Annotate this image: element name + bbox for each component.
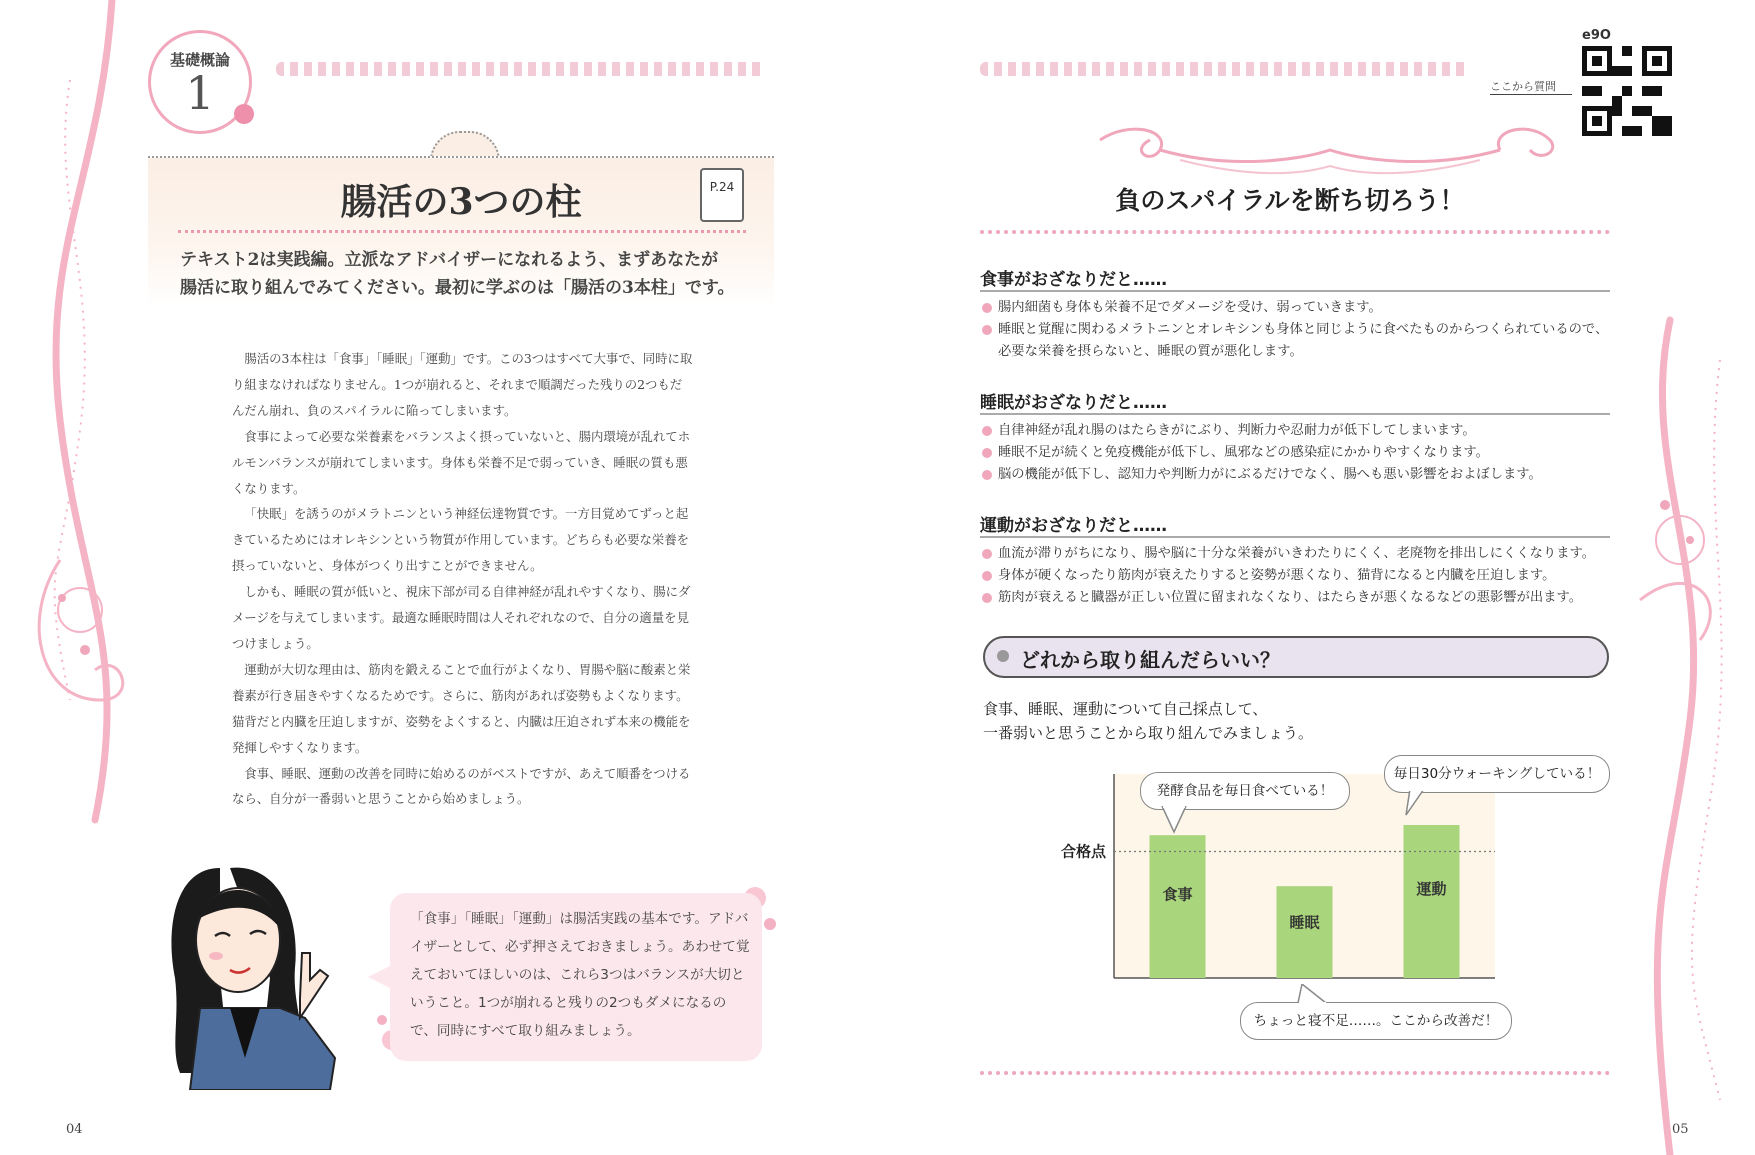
body-paragraph: 食事、睡眠、運動の改善を同時に始めるのがベストですが、あえて順番をつけるなら、自分が一番弱いと思うことから始めましょう。 bbox=[232, 765, 691, 807]
qr-code-label: e9O bbox=[1582, 28, 1611, 43]
header-ornament-left bbox=[276, 62, 764, 76]
badge-dot bbox=[234, 104, 254, 124]
bottom-divider-right bbox=[980, 1071, 1610, 1075]
chart-bar-label: 食事 bbox=[1162, 885, 1193, 904]
body-paragraph: 「快眠」を誘うのがメラトニンという神経伝達物質です。一方目覚めてずっと起きているためにはオレキシンという物質が作用しています。どちらも必要な栄養を摂っていないと、身体がつくり出すことができません。 bbox=[232, 506, 690, 574]
chart-pass-line-label: 合格点 bbox=[1060, 842, 1106, 861]
body-text bbox=[232, 346, 694, 812]
chapter-badge-label: 基礎概論 bbox=[169, 51, 230, 69]
intro-line: 一番弱いと思うことから取り組んでみましょう。 bbox=[983, 724, 1314, 742]
page-number-right: 05 bbox=[1672, 1122, 1689, 1137]
lead-text bbox=[180, 246, 750, 302]
header-ornament-right bbox=[980, 62, 1470, 76]
section-divider bbox=[980, 290, 1610, 292]
list-item: 身体が硬くなったり筋肉が衰えたりすると姿勢が悪くなり、猫背になると内臓を圧迫します。 bbox=[980, 565, 1620, 587]
advisor-speech-tail bbox=[368, 965, 392, 989]
section-heading-food: 食事がおざなりだと…… bbox=[980, 270, 1167, 290]
bubble-food: 発酵食品を毎日食べている！ bbox=[1140, 772, 1350, 810]
chapter-badge-number: 1 bbox=[185, 66, 215, 120]
advisor-illustration bbox=[160, 858, 360, 1090]
chart-bar bbox=[1277, 886, 1333, 978]
bubble-sleep-tail bbox=[1296, 984, 1336, 1004]
page-title: 腸活の3つの柱 bbox=[340, 181, 582, 223]
question-link-underline bbox=[1490, 94, 1572, 95]
section-title: 負のスパイラルを断ち切ろう！ bbox=[1115, 186, 1465, 215]
list-item: 血流が滞りがちになり、腸や脳に十分な栄養がいきわたりにくく、老廃物を排出しにくくなります。 bbox=[980, 543, 1620, 565]
section-divider bbox=[980, 413, 1610, 415]
bullet-dot-icon bbox=[997, 650, 1009, 662]
list-item: 腸内細菌も身体も栄養不足でダメージを受け、弱っていきます。 bbox=[980, 297, 1620, 319]
question-heading: どれから取り組んだらいい？ bbox=[1020, 648, 1280, 672]
page-number-left: 04 bbox=[66, 1122, 83, 1137]
list-item: 脳の機能が低下し、認知力や判断力がにぶるだけでなく、腸へも悪い影響をおよぼします。 bbox=[980, 464, 1620, 486]
lead-line: テキスト2は実践編。立派なアドバイザーになれるよう、まずあなたが bbox=[180, 250, 719, 270]
bubble-exercise: 毎日30分ウォーキングしている！ bbox=[1384, 755, 1610, 793]
chart-bar bbox=[1150, 835, 1206, 978]
list-item: 睡眠不足が続くと免疫機能が低下し、風邪などの感染症にかかりやすくなります。 bbox=[980, 442, 1620, 464]
body-paragraph: しかも、睡眠の質が低いと、視床下部が司る自律神経が乱れやすくなり、腸にダメージを与えてしまいます。最適な睡眠時間は人それぞれなので、自分の適量を見つけましょう。 bbox=[232, 584, 691, 651]
section-list-food bbox=[980, 297, 1620, 363]
reference-page-icon: P.24 bbox=[700, 168, 744, 222]
body-paragraph: 運動が大切な理由は、筋肉を鍛えることで血行がよくなり、胃腸や脳に酸素と栄養素が行き届きやすくなるためです。さらに、筋肉があれば姿勢もよくなります。猫背だと内臓を圧迫しますが、姿勢をよくすると、内臓は圧迫されず本来の機能を発揮しやすくなります。 bbox=[232, 661, 691, 755]
intro-line: 食事、睡眠、運動について自己採点して、 bbox=[983, 700, 1268, 718]
list-item: 自律神経が乱れ腸のはたらきがにぶり、判断力や忍耐力が低下してしまいます。 bbox=[980, 420, 1620, 442]
bubble-exercise-tail bbox=[1400, 789, 1430, 817]
list-item: 睡眠と覚醒に関わるメラトニンとオレキシンも身体と同じように食べたものからつくられているので、必要な栄養を摂らないと、睡眠の質が悪化します。 bbox=[980, 319, 1620, 363]
list-item: 筋肉が衰えると臓器が正しい位置に留まれなくなり、はたらきが悪くなるなどの悪影響が出ます。 bbox=[980, 587, 1620, 609]
section-divider bbox=[980, 536, 1610, 538]
section-list-exercise bbox=[980, 543, 1620, 609]
title-divider bbox=[178, 230, 746, 233]
qr-code[interactable] bbox=[1582, 46, 1672, 136]
body-paragraph: 腸活の3本柱は「食事」「睡眠」「運動」です。この3つはすべて大事で、同時に取り組まなければなりません。1つが崩れると、それまで順調だった残りの2つもだんだん崩れ、負のスパイラルに陥ってしまいます。 bbox=[232, 351, 693, 418]
body-paragraph: 食事によって必要な栄養素をバランスよく摂っていないと、腸内環境が乱れてホルモンバランスが崩れてしまいます。身体も栄養不足で弱っていき、睡眠の質も悪くなります。 bbox=[232, 428, 691, 496]
lead-line: 腸活に取り組んでみてください。最初に学ぶのは「腸活の3本柱」です。 bbox=[180, 278, 735, 298]
bubble-sleep: ちょっと寝不足……。ここから改善だ！ bbox=[1240, 1002, 1512, 1040]
chart-bar bbox=[1404, 825, 1460, 978]
section-heading-exercise: 運動がおざなりだと…… bbox=[980, 516, 1167, 536]
title-divider-right bbox=[980, 230, 1610, 234]
bubble-food-tail bbox=[1160, 806, 1190, 834]
section-heading-sleep: 睡眠がおざなりだと…… bbox=[980, 393, 1167, 413]
intro-text bbox=[983, 697, 1603, 745]
advisor-speech-text: 「食事」「睡眠」「運動」は腸活実践の基本です。アドバイザーとして、必ず押さえておきましょう。あわせて覚えておいてほしいのは、これら3つはバランスが大切ということ。1つが崩れると残りの2つもダメになるので、同時にすべて取り組みましょう。 bbox=[410, 911, 750, 1039]
chart-bar-label: 運動 bbox=[1416, 879, 1447, 898]
chart-bar-label: 睡眠 bbox=[1289, 913, 1320, 932]
question-link[interactable]: ここから質問 bbox=[1490, 80, 1556, 93]
section-list-sleep bbox=[980, 420, 1620, 486]
